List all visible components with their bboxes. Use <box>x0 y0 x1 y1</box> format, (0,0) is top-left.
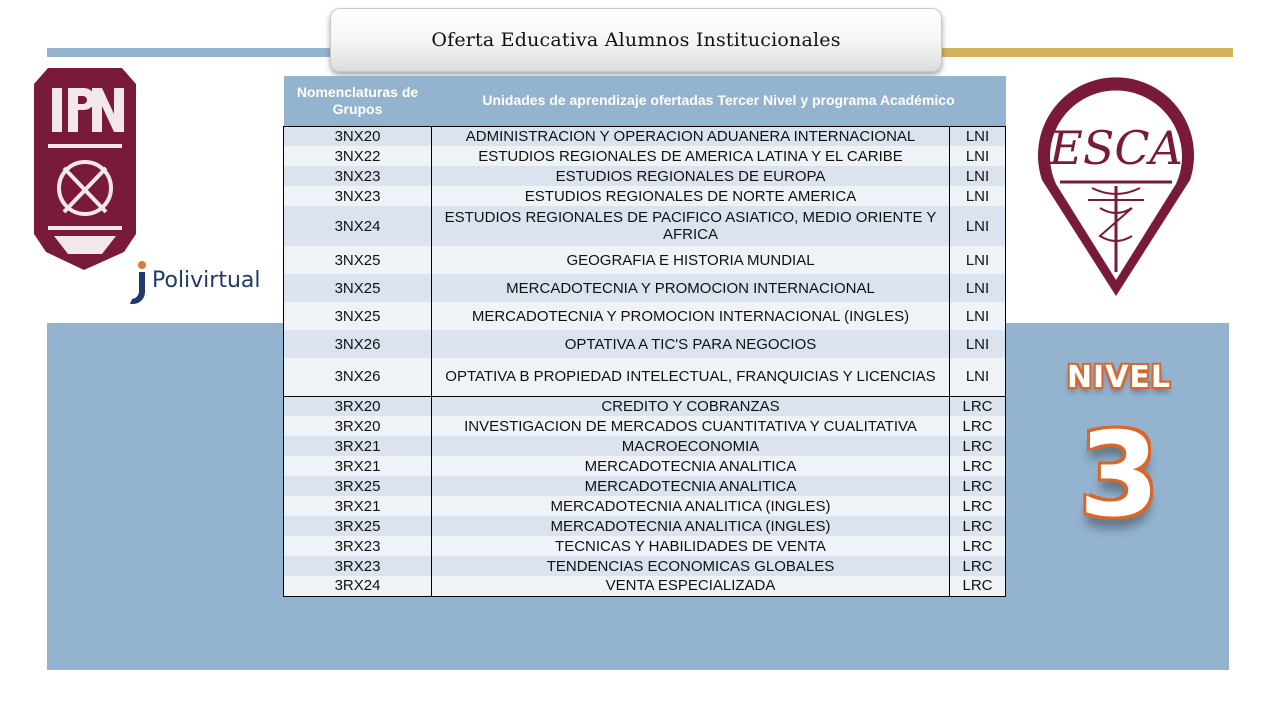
group-cell: 3RX25 <box>284 476 432 496</box>
unit-cell: ESTUDIOS REGIONALES DE EUROPA <box>432 166 950 186</box>
esca-logo-icon <box>1030 72 1202 298</box>
group-cell: 3RX23 <box>284 536 432 556</box>
table-header-row <box>284 76 1006 126</box>
unit-cell: GEOGRAFIA E HISTORIA MUNDIAL <box>432 246 950 274</box>
group-cell: 3RX21 <box>284 456 432 476</box>
esca-wordmark: ESCA <box>1049 121 1183 175</box>
group-cell: 3NX23 <box>284 186 432 206</box>
program-cell: LRC <box>950 536 1006 556</box>
group-cell: 3NX26 <box>284 358 432 396</box>
group-cell: 3RX25 <box>284 516 432 536</box>
table-row <box>284 126 1006 146</box>
table-row <box>284 206 1006 246</box>
table-row <box>284 146 1006 166</box>
group-cell: 3NX26 <box>284 330 432 358</box>
unit-cell: ESTUDIOS REGIONALES DE NORTE AMERICA <box>432 186 950 206</box>
group-cell: 3NX25 <box>284 274 432 302</box>
page-title-tab <box>330 8 942 72</box>
header-accent-bar-gold <box>938 48 1233 57</box>
level-number: 3 <box>1078 408 1160 543</box>
unit-cell: MERCADOTECNIA ANALITICA (INGLES) <box>432 496 950 516</box>
level-label: NIVEL <box>1066 360 1172 395</box>
program-cell: LNI <box>950 146 1006 166</box>
polivirtual-mark-icon <box>128 260 150 306</box>
unit-cell: ESTUDIOS REGIONALES DE PACIFICO ASIATICO, MEDIO ORIENTE Y AFRICA <box>432 206 950 246</box>
unit-cell: OPTATIVA B PROPIEDAD INTELECTUAL, FRANQUICIAS Y LICENCIAS <box>432 358 950 396</box>
polivirtual-wordmark: Polivirtual <box>152 268 261 293</box>
program-cell: LNI <box>950 330 1006 358</box>
table-row <box>284 556 1006 576</box>
unit-cell: MERCADOTECNIA ANALITICA <box>432 476 950 496</box>
group-cell: 3NX24 <box>284 206 432 246</box>
unit-cell: MERCADOTECNIA Y PROMOCION INTERNACIONAL (INGLES) <box>432 302 950 330</box>
unit-cell: INVESTIGACION DE MERCADOS CUANTITATIVA Y CUALITATIVA <box>432 416 950 436</box>
table-row <box>284 576 1006 596</box>
table-row <box>284 302 1006 330</box>
program-cell: LRC <box>950 516 1006 536</box>
group-cell: 3RX24 <box>284 576 432 596</box>
program-cell: LNI <box>950 206 1006 246</box>
group-cell: 3RX23 <box>284 556 432 576</box>
table-row <box>284 436 1006 456</box>
program-cell: LRC <box>950 456 1006 476</box>
table-row <box>284 186 1006 206</box>
offer-table <box>283 76 1006 597</box>
group-cell: 3NX25 <box>284 302 432 330</box>
unit-cell: CREDITO Y COBRANZAS <box>432 396 950 416</box>
unit-cell: VENTA ESPECIALIZADA <box>432 576 950 596</box>
page-title: Oferta Educativa Alumnos Institucionales <box>431 29 841 51</box>
program-cell: LNI <box>950 274 1006 302</box>
unit-cell: ADMINISTRACION Y OPERACION ADUANERA INTERNACIONAL <box>432 126 950 146</box>
group-cell: 3RX21 <box>284 436 432 456</box>
table-row <box>284 416 1006 436</box>
program-cell: LRC <box>950 436 1006 456</box>
unit-cell: TENDENCIAS ECONOMICAS GLOBALES <box>432 556 950 576</box>
header-accent-bar-blue <box>47 48 337 57</box>
program-cell: LNI <box>950 186 1006 206</box>
program-cell: LNI <box>950 166 1006 186</box>
table-row <box>284 358 1006 396</box>
program-cell: LNI <box>950 302 1006 330</box>
group-cell: 3NX20 <box>284 126 432 146</box>
polivirtual-logo <box>128 258 278 308</box>
program-cell: LNI <box>950 246 1006 274</box>
group-cell: 3RX21 <box>284 496 432 516</box>
unit-cell: MERCADOTECNIA Y PROMOCION INTERNACIONAL <box>432 274 950 302</box>
unit-cell: OPTATIVA A TIC'S PARA NEGOCIOS <box>432 330 950 358</box>
table-row <box>284 396 1006 416</box>
unit-cell: MACROECONOMIA <box>432 436 950 456</box>
table-row <box>284 246 1006 274</box>
group-cell: 3RX20 <box>284 416 432 436</box>
unit-cell: ESTUDIOS REGIONALES DE AMERICA LATINA Y EL CARIBE <box>432 146 950 166</box>
table-row <box>284 166 1006 186</box>
program-cell: LNI <box>950 358 1006 396</box>
program-cell: LRC <box>950 576 1006 596</box>
program-cell: LRC <box>950 496 1006 516</box>
unit-cell: TECNICAS Y HABILIDADES DE VENTA <box>432 536 950 556</box>
table-row <box>284 274 1006 302</box>
program-cell: LRC <box>950 476 1006 496</box>
group-cell: 3NX22 <box>284 146 432 166</box>
program-cell: LRC <box>950 416 1006 436</box>
group-cell: 3RX20 <box>284 396 432 416</box>
table-row <box>284 330 1006 358</box>
table-row <box>284 456 1006 476</box>
unit-cell: MERCADOTECNIA ANALITICA <box>432 456 950 476</box>
unit-cell: MERCADOTECNIA ANALITICA (INGLES) <box>432 516 950 536</box>
program-cell: LRC <box>950 556 1006 576</box>
table-row <box>284 516 1006 536</box>
column-header-units: Unidades de aprendizaje ofertadas Tercer Nivel y programa Académico <box>432 76 1006 126</box>
program-cell: LNI <box>950 126 1006 146</box>
group-cell: 3NX23 <box>284 166 432 186</box>
column-header-groups: Nomenclaturas de Grupos <box>284 76 432 126</box>
table-row <box>284 496 1006 516</box>
program-cell: LRC <box>950 396 1006 416</box>
table-row <box>284 476 1006 496</box>
table-row <box>284 536 1006 556</box>
ipn-logo-icon <box>24 62 146 274</box>
group-cell: 3NX25 <box>284 246 432 274</box>
